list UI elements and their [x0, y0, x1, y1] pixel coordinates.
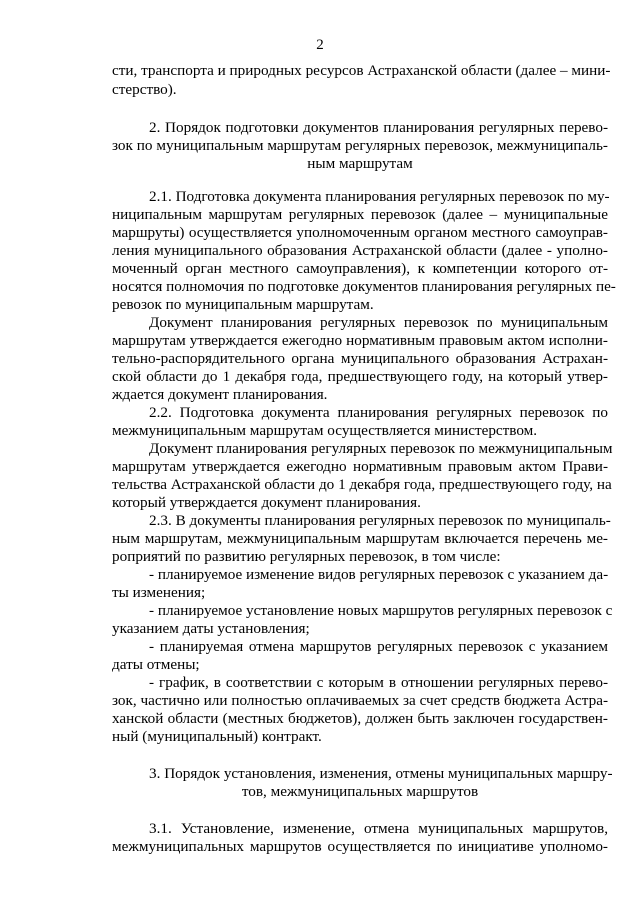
text-line: ской области до 1 декабря года, предшествующего году, на который утвер-: [112, 368, 608, 385]
text-line: стерство).: [112, 81, 177, 98]
list-item-line: - график, в соответствии с которым в отношении регулярных перево-: [149, 674, 608, 691]
text-line: моченный орган местного самоуправления), к компетенции которого от-: [112, 260, 608, 277]
section-heading-line: тов, межмуниципальных маршрутов: [241, 783, 479, 800]
list-item-line: ты изменения;: [112, 584, 206, 601]
text-line: сти, транспорта и природных ресурсов Астраханской области (далее – мини-: [112, 62, 611, 79]
text-line: который утверждается документ планирования.: [112, 494, 421, 511]
text-line: ления муниципального образования Астраханской области (далее - уполно-: [112, 242, 608, 259]
list-item-line: - планируемая отмена маршрутов регулярных перевозок с указанием: [149, 638, 608, 655]
text-line: межмуниципальных маршрутов осуществляется по инициативе уполномо-: [112, 838, 608, 855]
text-line: межмуниципальным маршрутам осуществляется министерством.: [112, 422, 538, 439]
section-heading-line: 2. Порядок подготовки документов планирования регулярных перево-: [149, 119, 608, 136]
text-line: ревозок по муниципальным маршрутам.: [112, 296, 374, 313]
text-line: 3.1. Установление, изменение, отмена муниципальных маршрутов,: [149, 820, 608, 837]
text-line: Документ планирования регулярных перевозок по межмуниципальным: [149, 440, 613, 457]
text-line: ждается документ планирования.: [112, 386, 328, 403]
text-line: ниципальным маршрутам регулярных перевозок (далее – муниципальные: [112, 206, 608, 223]
list-item-line: даты отмены;: [112, 656, 200, 673]
section-heading-line: 3. Порядок установления, изменения, отмены муниципальных маршру-: [149, 765, 613, 782]
text-line: ным маршрутам, межмуниципальным маршрутам включается перечень ме-: [112, 530, 608, 547]
text-line: 2.1. Подготовка документа планирования регулярных перевозок по му-: [149, 188, 610, 205]
page-number: 2: [316, 37, 324, 53]
text-line: тельства Астраханской области до 1 декабря года, предшествующего году, на: [112, 476, 612, 493]
section-heading-line: зок по муниципальным маршрутам регулярных перевозок, межмуниципаль-: [112, 137, 608, 154]
text-line: тельно-распорядительного органа муниципального образования Астрахан-: [112, 350, 608, 367]
text-line: маршрутам утверждается ежегодно нормативным правовым актом Прави-: [112, 458, 608, 475]
text-line: маршрутам утверждается ежегодно нормативным правовым актом исполни-: [112, 332, 608, 349]
list-item-line: зок, частично или полностью оплачиваемых за счет средств бюджета Астра-: [112, 692, 608, 709]
text-line: роприятий по развитию регулярных перевозок, в том числе:: [112, 548, 501, 565]
text-line: 2.2. Подготовка документа планирования регулярных перевозок по: [149, 404, 608, 421]
list-item-line: указанием даты установления;: [112, 620, 310, 637]
text-line: носятся полномочия по подготовке документов планирования регулярных пе-: [112, 278, 616, 295]
list-item-line: - планируемое изменение видов регулярных перевозок с указанием да-: [149, 566, 609, 583]
text-line: 2.3. В документы планирования регулярных перевозок по муниципаль-: [149, 512, 611, 529]
list-item-line: - планируемое установление новых маршрутов регулярных перевозок с: [149, 602, 613, 619]
list-item-line: ханской области (местных бюджетов), должен быть заключен государствен-: [112, 710, 608, 727]
list-item-line: ный (муниципальный) контракт.: [112, 728, 322, 745]
section-heading-line: ным маршрутам: [307, 155, 413, 172]
text-line: маршруты) осуществляется уполномоченным органом местного самоуправ-: [112, 224, 608, 241]
text-line: Документ планирования регулярных перевозок по муниципальным: [149, 314, 608, 331]
